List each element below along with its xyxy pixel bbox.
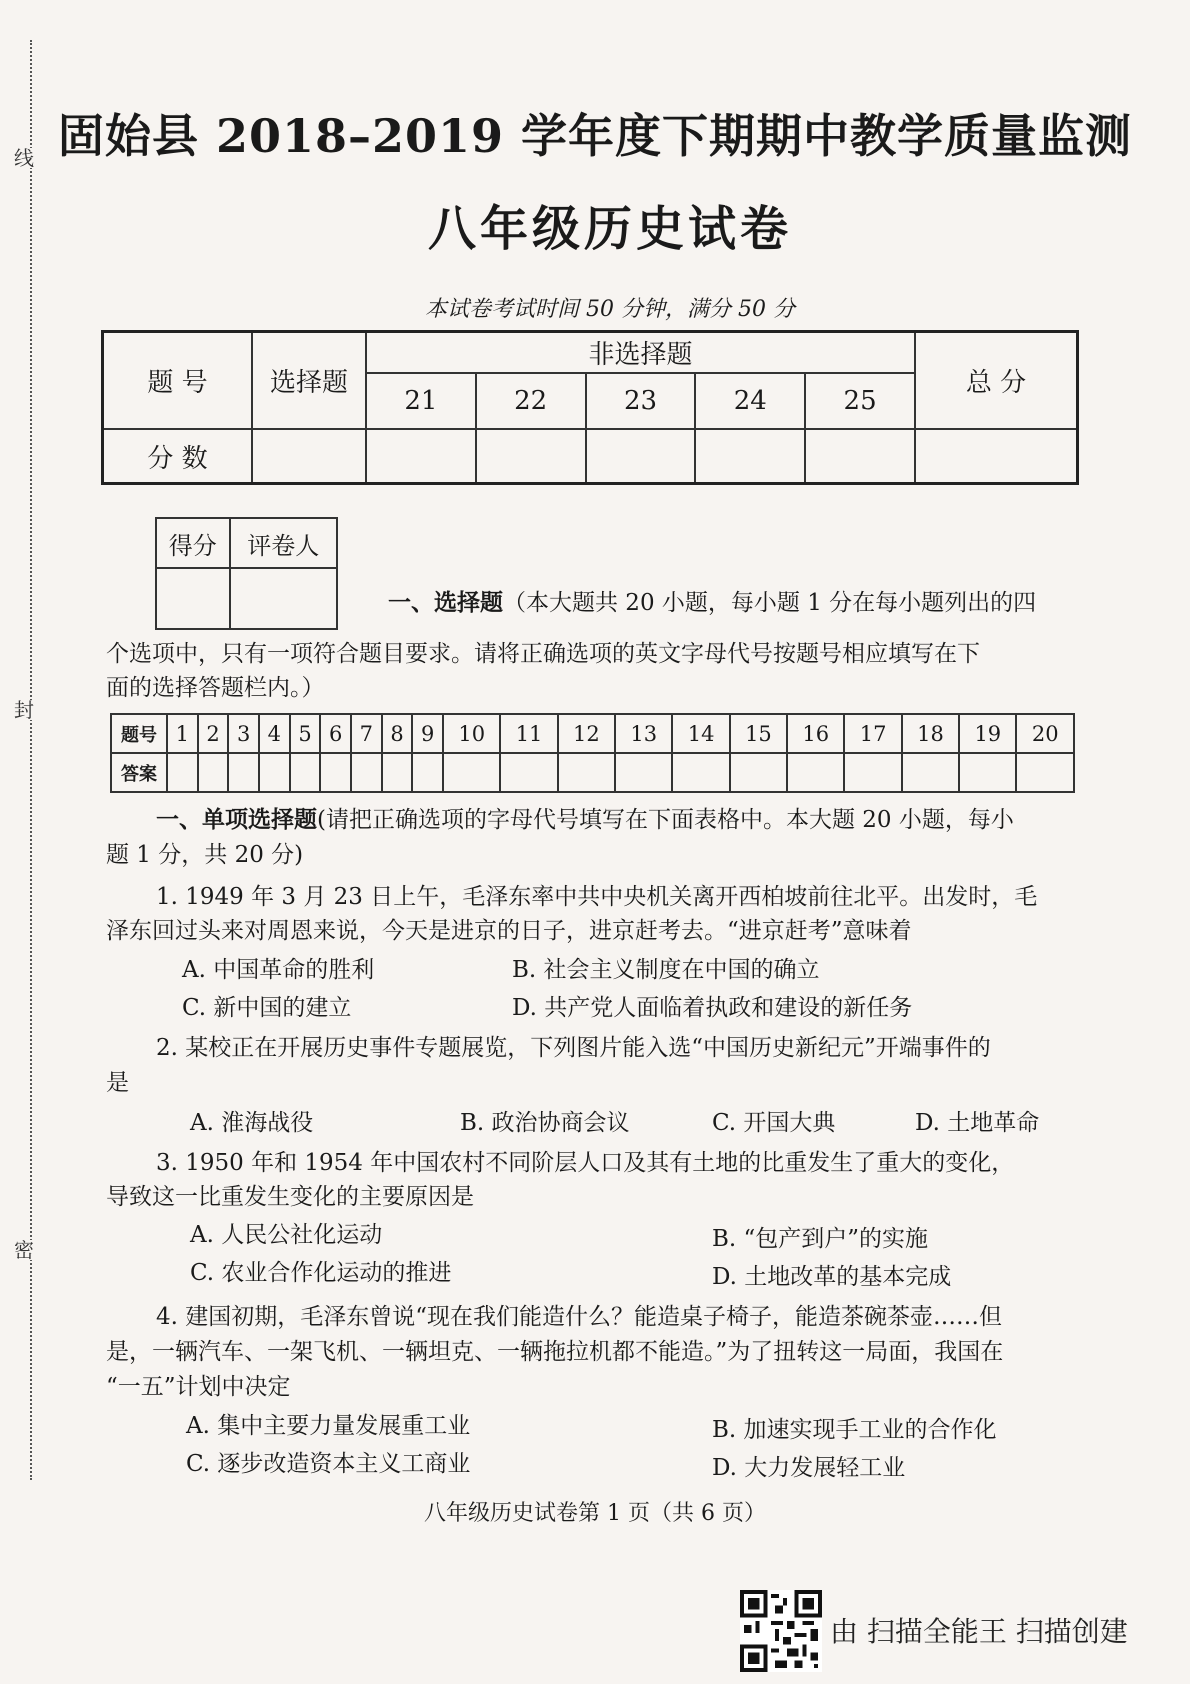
score-cell bbox=[476, 429, 586, 484]
grader-table-grader-label: 评卷人 bbox=[230, 518, 337, 568]
score-table-col: 24 bbox=[695, 373, 805, 429]
section2-heading: 一、单项选择题 bbox=[156, 806, 317, 833]
q2-option-d: D. 土地革命 bbox=[915, 1110, 1040, 1136]
section2-line1 bbox=[156, 803, 1014, 837]
q2-stem-line2: 是 bbox=[106, 1070, 129, 1096]
answer-grid-number: 4 bbox=[259, 714, 290, 753]
binding-label-seal: 封 bbox=[14, 698, 34, 722]
answer-grid-cell bbox=[259, 753, 290, 792]
score-cell bbox=[366, 429, 476, 484]
q2-option-b: B. 政治协商会议 bbox=[460, 1110, 630, 1136]
answer-grid-cell bbox=[558, 753, 615, 792]
qr-code-icon bbox=[740, 1590, 822, 1672]
exam-note: 本试卷考试时间 50 分钟，满分 50 分 bbox=[425, 297, 795, 322]
answer-grid-number: 14 bbox=[672, 714, 729, 753]
answer-grid-cell bbox=[1016, 753, 1074, 792]
answer-grid-number: 1 bbox=[167, 714, 198, 753]
score-table-col: 25 bbox=[805, 373, 915, 429]
score-cell bbox=[915, 429, 1078, 484]
answer-grid-number: 7 bbox=[351, 714, 382, 753]
score-table-header-total: 总 分 bbox=[915, 332, 1078, 430]
section1-heading: 一、选择题 bbox=[388, 589, 503, 616]
answer-grid-cell bbox=[787, 753, 844, 792]
score-cell bbox=[805, 429, 915, 484]
q4-stem-line2: 是，一辆汽车、一架飞机、一辆坦克、一辆拖拉机都不能造。”为了扭转这一局面，我国在 bbox=[106, 1339, 1004, 1365]
answer-grid-label-ans: 答案 bbox=[111, 753, 167, 792]
answer-grid-number: 20 bbox=[1016, 714, 1074, 753]
score-table-col: 21 bbox=[366, 373, 476, 429]
q2-option-a: A. 淮海战役 bbox=[190, 1110, 314, 1136]
q4-option-c: C. 逐步改造资本主义工商业 bbox=[186, 1451, 471, 1477]
answer-grid-cell bbox=[320, 753, 351, 792]
q3-stem-line1: 3. 1950 年和 1954 年中国农村不同阶层人口及其有土地的比重发生了重大的变化， bbox=[156, 1150, 1015, 1176]
answer-grid-cell bbox=[351, 753, 382, 792]
grader-table-score-label: 得分 bbox=[156, 518, 230, 568]
answer-grid-number: 9 bbox=[412, 714, 443, 753]
q2-option-c: C. 开国大典 bbox=[712, 1110, 836, 1136]
answer-grid-answer-row bbox=[111, 753, 1074, 792]
q2-stem-line1: 2. 某校正在开展历史事件专题展览，下列图片能入选“中国历史新纪元”开端事件的 bbox=[156, 1035, 991, 1061]
answer-grid-cell bbox=[228, 753, 259, 792]
answer-grid-number: 11 bbox=[500, 714, 557, 753]
answer-grid-cell bbox=[382, 753, 413, 792]
answer-grid-table bbox=[110, 713, 1075, 793]
section1-text: （本大题共 20 小题，每小题 1 分在每小题列出的四 bbox=[503, 590, 1037, 616]
answer-grid-number: 10 bbox=[443, 714, 500, 753]
answer-grid-number: 12 bbox=[558, 714, 615, 753]
answer-grid-number: 17 bbox=[844, 714, 901, 753]
section2-text: (请把正确选项的字母代号填写在下面表格中。本大题 20 小题，每小 bbox=[317, 807, 1014, 833]
answer-grid-number: 16 bbox=[787, 714, 844, 753]
grader-table bbox=[155, 517, 338, 630]
q3-option-d: D. 土地改革的基本完成 bbox=[712, 1264, 952, 1290]
answer-grid-cell bbox=[443, 753, 500, 792]
answer-grid-number: 6 bbox=[320, 714, 351, 753]
answer-grid-cell bbox=[902, 753, 959, 792]
answer-grid-number: 2 bbox=[198, 714, 229, 753]
q4-option-a: A. 集中主要力量发展重工业 bbox=[186, 1413, 471, 1439]
score-table-col: 23 bbox=[586, 373, 696, 429]
q1-stem-line2: 泽东回过头来对周恩来说，今天是进京的日子，进京赶考去。“进京赶考”意味着 bbox=[106, 918, 912, 944]
q1-option-a: A. 中国革命的胜利 bbox=[182, 957, 375, 983]
answer-grid-cell bbox=[844, 753, 901, 792]
answer-grid-number: 8 bbox=[382, 714, 413, 753]
answer-grid-cell bbox=[198, 753, 229, 792]
q3-option-c: C. 农业合作化运动的推进 bbox=[190, 1260, 452, 1286]
answer-grid-cell bbox=[412, 753, 443, 792]
answer-grid-cell bbox=[672, 753, 729, 792]
answer-grid-number: 15 bbox=[730, 714, 787, 753]
q1-option-c: C. 新中国的建立 bbox=[182, 995, 352, 1021]
q1-option-d: D. 共产党人面临着执政和建设的新任务 bbox=[512, 995, 913, 1021]
score-summary-table bbox=[101, 330, 1079, 485]
answer-grid-cell bbox=[615, 753, 672, 792]
q4-option-b: B. 加速实现手工业的合作化 bbox=[712, 1417, 997, 1443]
answer-grid-label-no: 题号 bbox=[111, 714, 167, 753]
section1-line3: 面的选择答题栏内。） bbox=[106, 675, 325, 701]
q4-stem-line3: “一五”计划中决定 bbox=[106, 1374, 291, 1400]
q1-option-b: B. 社会主义制度在中国的确立 bbox=[512, 957, 820, 983]
q3-stem-line2: 导致这一比重发生变化的主要原因是 bbox=[106, 1184, 474, 1210]
binding-label-line: 线 bbox=[14, 146, 34, 170]
binding-label-secret: 密 bbox=[14, 1238, 34, 1262]
answer-grid-cell bbox=[500, 753, 557, 792]
grader-table-cell bbox=[230, 568, 337, 629]
answer-grid-number: 3 bbox=[228, 714, 259, 753]
score-cell bbox=[586, 429, 696, 484]
score-cell bbox=[695, 429, 805, 484]
score-table-col: 22 bbox=[476, 373, 586, 429]
answer-grid-number: 5 bbox=[290, 714, 321, 753]
answer-grid-cell bbox=[167, 753, 198, 792]
answer-grid-number: 19 bbox=[959, 714, 1016, 753]
answer-grid-cell bbox=[290, 753, 321, 792]
q1-stem-line1: 1. 1949 年 3 月 23 日上午，毛泽东率中共中央机关离开西柏坡前往北平。出发时，毛 bbox=[156, 884, 1038, 910]
answer-grid-number: 13 bbox=[615, 714, 672, 753]
q4-stem-line1: 4. 建国初期，毛泽东曾说“现在我们能造什么？能造桌子椅子，能造茶碗茶壶……但 bbox=[156, 1304, 1003, 1330]
section2-line2: 题 1 分，共 20 分) bbox=[106, 842, 304, 868]
answer-grid-cell bbox=[959, 753, 1016, 792]
score-table-row-label: 分 数 bbox=[103, 429, 253, 484]
answer-grid-cell bbox=[730, 753, 787, 792]
scanner-watermark-text: 由 扫描全能王 扫描创建 bbox=[830, 1615, 1128, 1648]
answer-grid-number-row bbox=[111, 714, 1074, 753]
q3-option-a: A. 人民公社化运动 bbox=[190, 1222, 383, 1248]
exam-subtitle: 八年级历史试卷 bbox=[427, 201, 792, 257]
score-cell bbox=[252, 429, 366, 484]
q3-option-b: B. “包产到户”的实施 bbox=[712, 1226, 929, 1252]
section1-line2: 个选项中，只有一项符合题目要求。请将正确选项的英文字母代号按题号相应填写在下 bbox=[106, 641, 980, 667]
exam-title: 固始县 2018–2019 学年度下期期中教学质量监测 bbox=[57, 109, 1133, 163]
answer-grid-number: 18 bbox=[902, 714, 959, 753]
score-table-header-choice: 选择题 bbox=[252, 332, 366, 430]
section1-line1 bbox=[388, 586, 1036, 620]
q4-option-d: D. 大力发展轻工业 bbox=[712, 1455, 906, 1481]
page-footer: 八年级历史试卷第 1 页（共 6 页） bbox=[424, 1501, 766, 1526]
grader-table-cell bbox=[156, 568, 230, 629]
score-table-header-nonchoice: 非选择题 bbox=[366, 332, 915, 374]
score-table-header-qno: 题 号 bbox=[103, 332, 253, 430]
